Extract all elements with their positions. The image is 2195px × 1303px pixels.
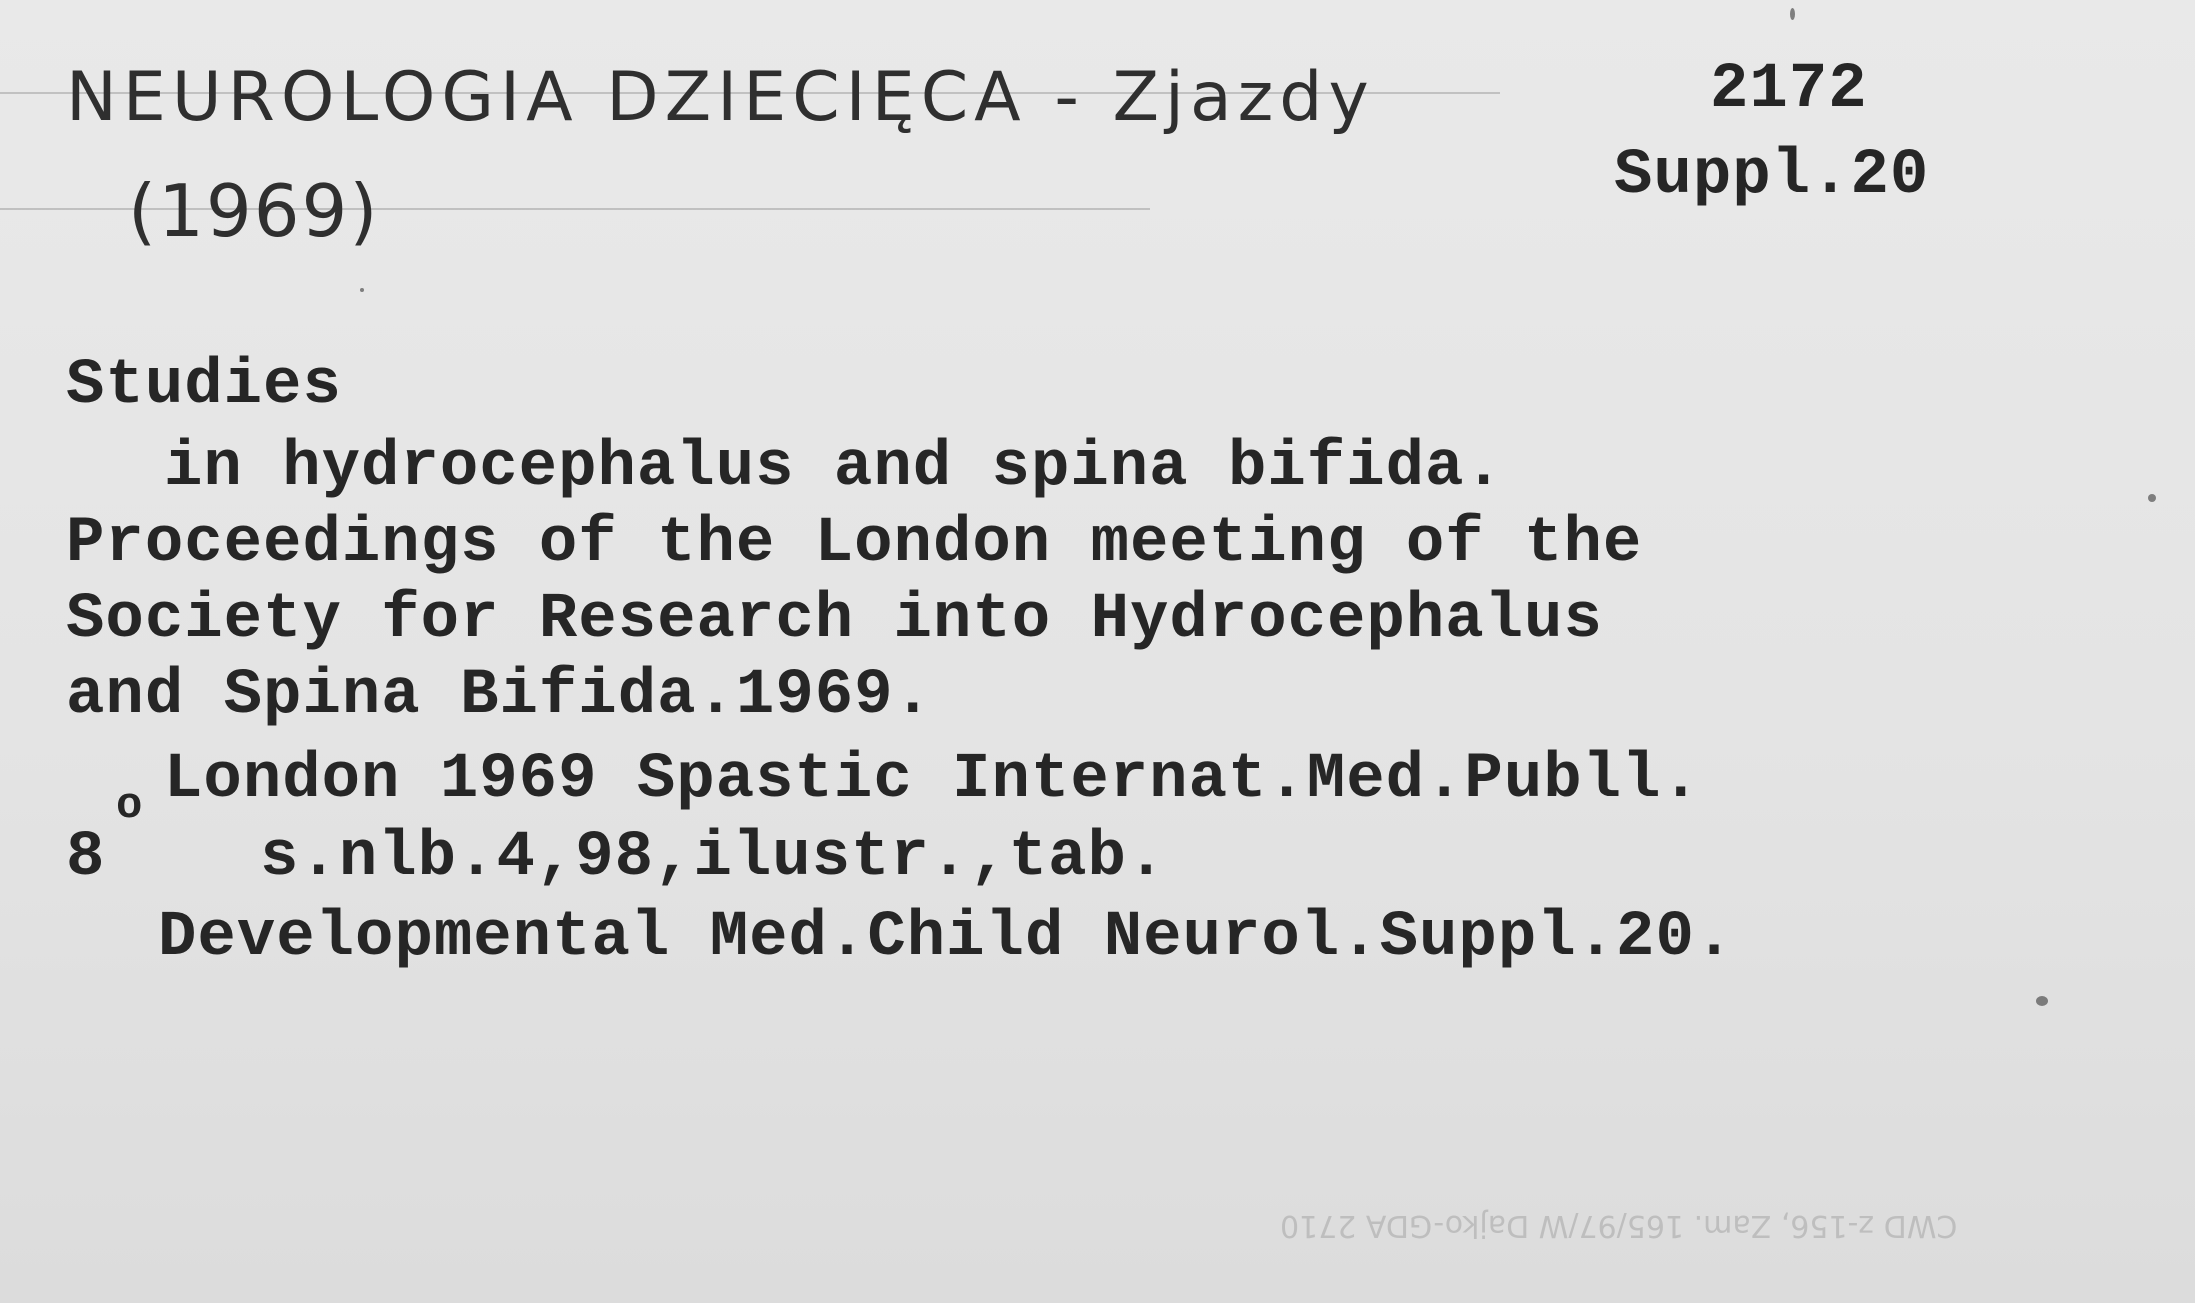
subject-heading: NEUROLOGIA DZIECIĘCA - Zjazdy xyxy=(66,58,1375,137)
dust-speck xyxy=(1790,8,1795,20)
title-line: in hydrocephalus and spina bifida. xyxy=(164,432,1504,504)
title-line: Studies xyxy=(66,350,342,422)
body-line: and Spina Bifida.1969. xyxy=(66,660,933,732)
subject-heading-year: (1969) xyxy=(128,169,380,253)
body-line: Proceedings of the London meeting of the xyxy=(66,508,1643,580)
call-number: 2172 xyxy=(1710,54,1868,126)
dust-speck xyxy=(2148,494,2156,502)
collation-line: s.nlb.4,98,ilustr.,tab. xyxy=(260,822,1167,894)
dust-speck xyxy=(2036,996,2048,1006)
call-number-suppl: Suppl.20 xyxy=(1614,140,1930,212)
dust-speck xyxy=(360,288,364,292)
printer-stamp: CWD z-156, Zam. 165/97/W Dajko-GDA 2710 xyxy=(1280,1208,1958,1243)
body-line: Society for Research into Hydrocephalus xyxy=(66,584,1603,656)
format-number: 8 xyxy=(66,822,106,894)
imprint-line: London 1969 Spastic Internat.Med.Publl. xyxy=(164,744,1701,816)
format-superscript: o xyxy=(116,781,143,831)
series-line: Developmental Med.Child Neurol.Suppl.20. xyxy=(158,902,1735,974)
